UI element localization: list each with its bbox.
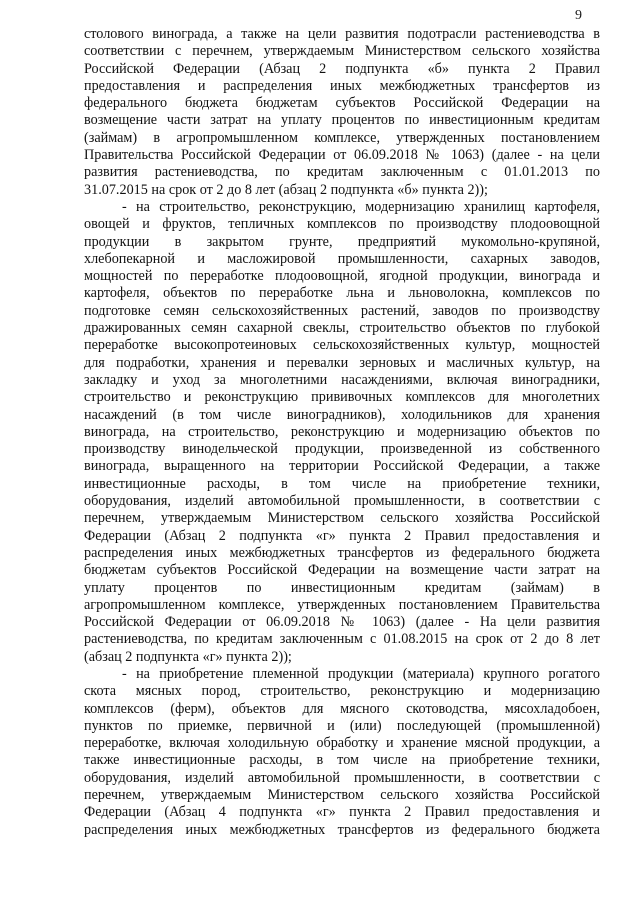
text-line: Федерации (Абзац 4 подпункта «г» пункта 2 Правил предоставления и	[84, 804, 600, 821]
text-line: строительство и реконструкцию прививочных комплексов для многолетних	[84, 389, 600, 406]
text-line: закладку и уход за многолетними насаждениями, включая виноградники,	[84, 371, 600, 388]
text-line: мощностей по переработке плодоовощной, ягодной продукции, винограда и	[84, 268, 600, 285]
text-line: винограда, выращенного на территории Российской Федерации, а также	[84, 458, 600, 475]
text-line: (займам) в агропромышленном комплексе, утвержденных постановлением	[84, 129, 600, 146]
text-line: Российской Федерации от 06.09.2018 № 1063) (далее - На цели развития	[84, 614, 600, 631]
text-line: бюджетам субъектов Российской Федерации на возмещение части затрат на	[84, 562, 600, 579]
text-line: столового винограда, а также на цели развития подотрасли растениеводства в	[84, 26, 600, 42]
text-line: Российской Федерации (Абзац 2 подпункта «б» пункта 2 Правил	[84, 60, 600, 77]
text-line: переработке высокопротеиновых сельскохозяйственных культур, мощностей	[84, 337, 600, 354]
text-line: инвестиционные расходы, в том числе на приобретение техники,	[84, 475, 600, 492]
text-line: распределения иных межбюджетных трансфертов из федерального бюджета	[84, 544, 600, 561]
text-line: овощей и фруктов, тепличных комплексов по производству плодоовощной	[84, 216, 600, 233]
text-line: насаждений (в том числе виноградников), холодильников для хранения	[84, 406, 600, 423]
text-line: перечнем, утверждаемым Министерством сельского хозяйства Российской	[84, 787, 600, 804]
text-line: для подработки, хранения и перевалки зерновых и масличных культур, на	[84, 354, 600, 371]
text-line: федерального бюджета бюджетам субъектов Российской Федерации на	[84, 95, 600, 112]
text-line: предоставления и распределения иных межбюджетных трансфертов из	[84, 77, 600, 94]
text-line: подготовке семян сельскохозяйственных растений, заводов по производству	[84, 302, 600, 319]
text-line: - на строительство, реконструкцию, модернизацию хранилищ картофеля,	[122, 198, 600, 215]
text-line: (абзац 2 подпункта «г» пункта 2));	[84, 648, 292, 665]
text-line: возмещение части затрат на уплату процентов по инвестиционным кредитам	[84, 112, 600, 129]
text-line: перечнем, утверждаемым Министерством сельского хозяйства Российской	[84, 510, 600, 527]
text-line: производству винодельческой продукции, произведенной из собственного	[84, 441, 600, 458]
page-number: 9	[575, 8, 582, 23]
text-line: скота мясных пород, строительство, реконструкцию и модернизацию	[84, 683, 600, 700]
text-line: пунктов по приемке, первичной и (или) последующей (промышленной)	[84, 717, 600, 734]
text-line: хлебопекарной и масложировой промышленности, сахарных заводов,	[84, 250, 600, 267]
text-line: продукции в закрытом грунте, предприятий мукомольно-крупяной,	[84, 233, 600, 250]
text-line: соответствии с перечнем, утверждаемым Министерством сельского хозяйства	[84, 43, 600, 60]
text-line: уплату процентов по инвестиционным кредитам (займам) в	[84, 579, 600, 596]
text-line: Правительства Российской Федерации от 06.09.2018 № 1063) (далее - на цели	[84, 147, 600, 164]
text-line: развития растениеводства, по кредитам заключенным с 01.01.2013 по	[84, 164, 600, 181]
text-line: агропромышленном комплексе, утвержденных постановлением Правительства	[84, 596, 600, 613]
text-line: оборудования, изделий автомобильной промышленности, в соответствии с	[84, 769, 600, 786]
text-line: оборудования, изделий автомобильной промышленности, в соответствии с	[84, 493, 600, 510]
text-line: переработке, включая холодильную обработку и хранение мясной продукции, а	[84, 735, 600, 752]
text-line: распределения иных межбюджетных трансфертов из федерального бюджета	[84, 821, 600, 838]
text-line: - на приобретение племенной продукции (материала) крупного рогатого	[122, 665, 600, 682]
text-line: также инвестиционные расходы, в том числе на приобретение техники,	[84, 752, 600, 769]
text-line: дражированных семян сахарной свеклы, строительство объектов по глубокой	[84, 320, 600, 337]
text-line: 31.07.2015 на срок от 2 до 8 лет (абзац 2 подпункта «б» пункта 2));	[84, 181, 488, 198]
text-line: картофеля, объектов по переработке льна и льноволокна, комплексов по	[84, 285, 600, 302]
text-line: Федерации (Абзац 2 подпункта «г» пункта 2 Правил предоставления и	[84, 527, 600, 544]
document-body	[84, 26, 600, 839]
paragraph	[84, 666, 600, 839]
paragraph	[84, 26, 600, 199]
text-line: растениеводства, по кредитам заключенным с 01.08.2015 на срок от 2 до 8 лет	[84, 631, 600, 648]
text-line: комплексов (ферм), объектов для мясного скотоводства, мясохладобоен,	[84, 700, 600, 717]
paragraph	[84, 199, 600, 666]
text-line: винограда, на строительство, реконструкцию и модернизацию объектов по	[84, 423, 600, 440]
